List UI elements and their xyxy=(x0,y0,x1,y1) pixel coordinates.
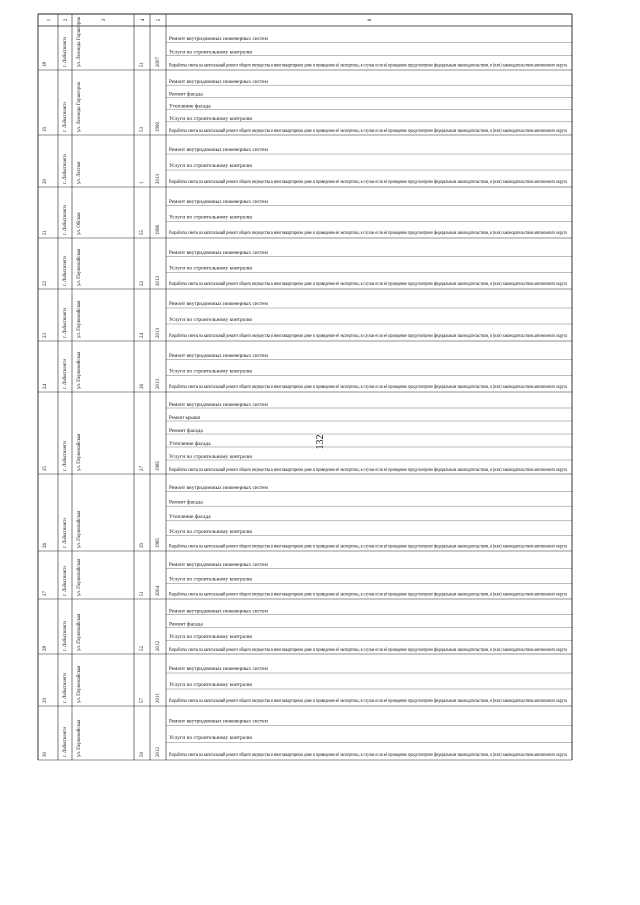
city-cell: г. Лабытнанги xyxy=(63,441,68,471)
address-cell: ул. Первомайская xyxy=(77,510,82,548)
year-cell: 2013 xyxy=(156,174,161,184)
work-item: Разработка сметы на капитальный ремонт общего имущества в многоквартирном доме и проведение её экспертизы, в случае если её проведение предусмотрено федеральным законодательством, и (или) законодательством автономного округа xyxy=(169,334,568,339)
year-cell: 2013 xyxy=(156,379,161,389)
house-cell: 1 xyxy=(140,181,145,184)
address-cell: ул. Первомайская xyxy=(77,665,82,703)
work-item: Ремонт внутридомовых инженерных систем xyxy=(169,80,269,86)
work-item: Разработка сметы на капитальный ремонт общего имущества в многоквартирном доме и проведение её экспертизы, в случае если её проведение предусмотрено федеральным законодательством, и (или) законодательством автономного округа xyxy=(169,385,568,391)
house-cell: 29 xyxy=(140,543,145,548)
row-number: 30 xyxy=(43,752,48,757)
house-cell: 55 xyxy=(140,230,145,235)
city-cell: г. Лабытнанги xyxy=(63,518,68,548)
work-item: Утепление фасада xyxy=(169,104,212,110)
work-item: Услуги по строительному контролю xyxy=(169,215,253,221)
year-cell: 2004 xyxy=(156,586,161,596)
house-cell: 52 xyxy=(140,646,145,651)
row-number: 22 xyxy=(43,281,48,286)
house-cell: 53 xyxy=(140,127,145,132)
city-cell: г. Лабытнанги xyxy=(63,37,68,67)
year-cell: 1985 xyxy=(156,538,161,548)
work-item: Ремонт внутридомовых инженерных систем xyxy=(169,250,269,256)
house-cell: 51 xyxy=(140,591,145,596)
address-cell: ул. Первомайская xyxy=(77,433,82,471)
work-item: Ремонт внутридомовых инженерных систем xyxy=(169,719,269,725)
work-item: Разработка сметы на капитальный ремонт общего имущества в многоквартирном доме и проведение её экспертизы, в случае если её проведение предусмотрено федеральным законодательством, и (или) законодательством автономного округа xyxy=(169,63,568,69)
address-cell: ул. Первомайская xyxy=(77,558,82,596)
city-cell: г. Лабытнанги xyxy=(63,308,68,338)
work-item: Ремонт внутридомовых инженерных систем xyxy=(169,199,269,205)
work-item: Услуги по строительному контролю xyxy=(169,529,253,535)
house-cell: 59 xyxy=(140,752,145,757)
page-number: 132 xyxy=(315,434,326,450)
work-item: Ремонт крыши xyxy=(169,415,201,421)
city-cell: г. Лабытнанги xyxy=(63,256,68,286)
year-cell: 1990 xyxy=(156,122,161,132)
work-item: Ремонт внутридомовых инженерных систем xyxy=(169,667,269,672)
work-item: Разработка сметы на капитальный ремонт общего имущества в многоквартирном доме и проведение её экспертизы, в случае если её проведение предусмотрено федеральным законодательством, и (или) законодательством автономного округа xyxy=(169,647,568,653)
work-item: Услуги по строительному контролю xyxy=(169,454,253,460)
work-item: Ремонт фасада xyxy=(169,92,204,98)
work-item: Ремонт внутридомовых инженерных систем xyxy=(169,353,269,359)
work-item: Услуги по строительному контролю xyxy=(169,116,253,122)
address-cell: ул. Первомайская xyxy=(77,613,82,651)
city-cell: г. Лабытнанги xyxy=(63,359,68,389)
house-cell: 26 xyxy=(140,384,145,389)
work-item: Услуги по строительному контролю xyxy=(169,635,253,641)
header-number: 1 xyxy=(47,18,52,22)
work-item: Услуги по строительному контролю xyxy=(169,683,253,688)
work-item: Ремонт фасада xyxy=(169,622,204,628)
row-number: 26 xyxy=(43,543,48,548)
year-cell: 2012 xyxy=(156,747,161,757)
work-item: Услуги по строительному контролю xyxy=(169,266,253,272)
city-cell: г. Лабытнанги xyxy=(63,154,68,184)
header-number: 5 xyxy=(157,18,162,22)
work-item: Услуги по строительному контролю xyxy=(169,736,253,742)
address-cell: ул. Первомайская xyxy=(77,248,82,286)
work-item: Разработка сметы на капитальный ремонт общего имущества в многоквартирном доме и проведение её экспертизы, в случае если её проведение предусмотрено федеральным законодательством, и (или) законодательством автономного округа xyxy=(169,128,568,134)
work-item: Разработка сметы на капитальный ремонт общего имущества в многоквартирном доме и проведение её экспертизы, в случае если её проведение предусмотрено федеральным законодательством, и (или) законодательством автономного округа xyxy=(169,592,568,598)
work-item: Услуги по строительному контролю xyxy=(169,50,253,56)
work-item: Утепление фасада xyxy=(169,515,212,521)
address-cell: ул. Лесная xyxy=(77,161,82,184)
work-item: Ремонт внутридомовых инженерных систем xyxy=(169,563,269,568)
work-item: Услуги по строительному контролю xyxy=(169,577,253,583)
row-number: 18 xyxy=(43,62,48,67)
header-number: 3 xyxy=(102,18,107,22)
address-cell: ул. Первомайская xyxy=(77,719,82,757)
address-cell: ул. Леонида Гиршгорна xyxy=(77,81,82,132)
row-number: 20 xyxy=(43,179,48,184)
city-cell: г. Лабытнанги xyxy=(63,566,68,596)
row-number: 19 xyxy=(43,127,48,132)
house-cell: 27 xyxy=(140,466,145,471)
work-item: Ремонт фасада xyxy=(169,428,204,434)
work-item: Услуги по строительному контролю xyxy=(169,369,253,375)
work-item: Услуги по строительному контролю xyxy=(169,164,253,169)
address-cell: ул. Леонида Гиршгорна xyxy=(77,16,82,67)
year-cell: 2013 xyxy=(156,328,161,338)
work-item: Разработка сметы на капитальный ремонт общего имущества в многоквартирном доме и проведение её экспертизы, в случае если её проведение предусмотрено федеральным законодательством, и (или) законодательством автономного округа xyxy=(169,180,568,185)
city-cell: г. Лабытнанги xyxy=(63,102,68,132)
address-cell: ул. Первомайская xyxy=(77,300,82,338)
work-item: Ремонт внутридомовых инженерных систем xyxy=(169,148,269,153)
work-item: Разработка сметы на капитальный ремонт общего имущества в многоквартирном доме и проведение её экспертизы, в случае если её проведение предусмотрено федеральным законодательством, и (или) законодательством автономного округа xyxy=(169,699,568,704)
year-cell: 1996 xyxy=(156,225,161,235)
year-cell: 1985 xyxy=(156,461,161,471)
address-cell: ул. Обская xyxy=(77,212,82,235)
city-cell: г. Лабытнанги xyxy=(63,727,68,757)
row-number: 28 xyxy=(43,646,48,651)
row-number: 29 xyxy=(43,698,48,703)
work-item: Утепление фасада xyxy=(169,441,212,447)
address-cell: ул. Первомайская xyxy=(77,351,82,389)
work-item: Разработка сметы на капитальный ремонт общего имущества в многоквартирном доме и проведение её экспертизы, в случае если её проведение предусмотрено федеральным законодательством, и (или) законодательством автономного округа xyxy=(169,544,568,550)
work-item: Ремонт внутридомовых инженерных систем xyxy=(169,402,269,408)
city-cell: г. Лабытнанги xyxy=(63,621,68,651)
year-cell: 2013 xyxy=(156,276,161,286)
city-cell: г. Лабытнанги xyxy=(63,205,68,235)
work-item: Услуги по строительному контролю xyxy=(169,318,253,323)
row-number: 23 xyxy=(43,333,48,338)
work-item: Разработка сметы на капитальный ремонт общего имущества в многоквартирном доме и проведение её экспертизы, в случае если её проведение предусмотрено федеральным законодательством, и (или) законодательством автономного округа xyxy=(169,282,568,288)
header-number: 2 xyxy=(64,18,69,22)
year-cell: 2007 xyxy=(156,57,161,67)
house-cell: 57 xyxy=(140,698,145,703)
work-item: Ремонт внутридомовых инженерных систем xyxy=(169,485,269,491)
work-item: Ремонт внутридомовых инженерных систем xyxy=(169,302,269,307)
row-number: 27 xyxy=(43,591,48,596)
header-number: 4 xyxy=(141,18,146,22)
work-item: Разработка сметы на капитальный ремонт общего имущества в многоквартирном доме и проведение её экспертизы, в случае если её проведение предусмотрено федеральным законодательством, и (или) законодательством автономного округа xyxy=(169,231,568,237)
year-cell: 2011 xyxy=(156,693,161,703)
header-number: 6 xyxy=(368,18,373,22)
work-item: Ремонт внутридомовых инженерных систем xyxy=(169,37,269,42)
year-cell: 2012 xyxy=(156,641,161,651)
house-cell: 24 xyxy=(140,333,145,338)
work-item: Разработка сметы на капитальный ремонт общего имущества в многоквартирном доме и проведение её экспертизы, в случае если её проведение предусмотрено федеральным законодательством, и (или) законодательством автономного округа xyxy=(169,752,568,758)
work-item: Ремонт внутридомовых инженерных систем xyxy=(169,609,269,615)
house-cell: 22 xyxy=(140,281,145,286)
row-number: 21 xyxy=(43,230,48,235)
work-item: Ремонт фасада xyxy=(169,500,204,506)
work-item: Разработка сметы на капитальный ремонт общего имущества в многоквартирном доме и проведение её экспертизы, в случае если её проведение предусмотрено федеральным законодательством, и (или) законодательством автономного округа xyxy=(169,467,568,473)
city-cell: г. Лабытнанги xyxy=(63,673,68,703)
row-number: 25 xyxy=(43,466,48,471)
row-number: 24 xyxy=(43,384,48,389)
house-cell: 51 xyxy=(140,62,145,67)
